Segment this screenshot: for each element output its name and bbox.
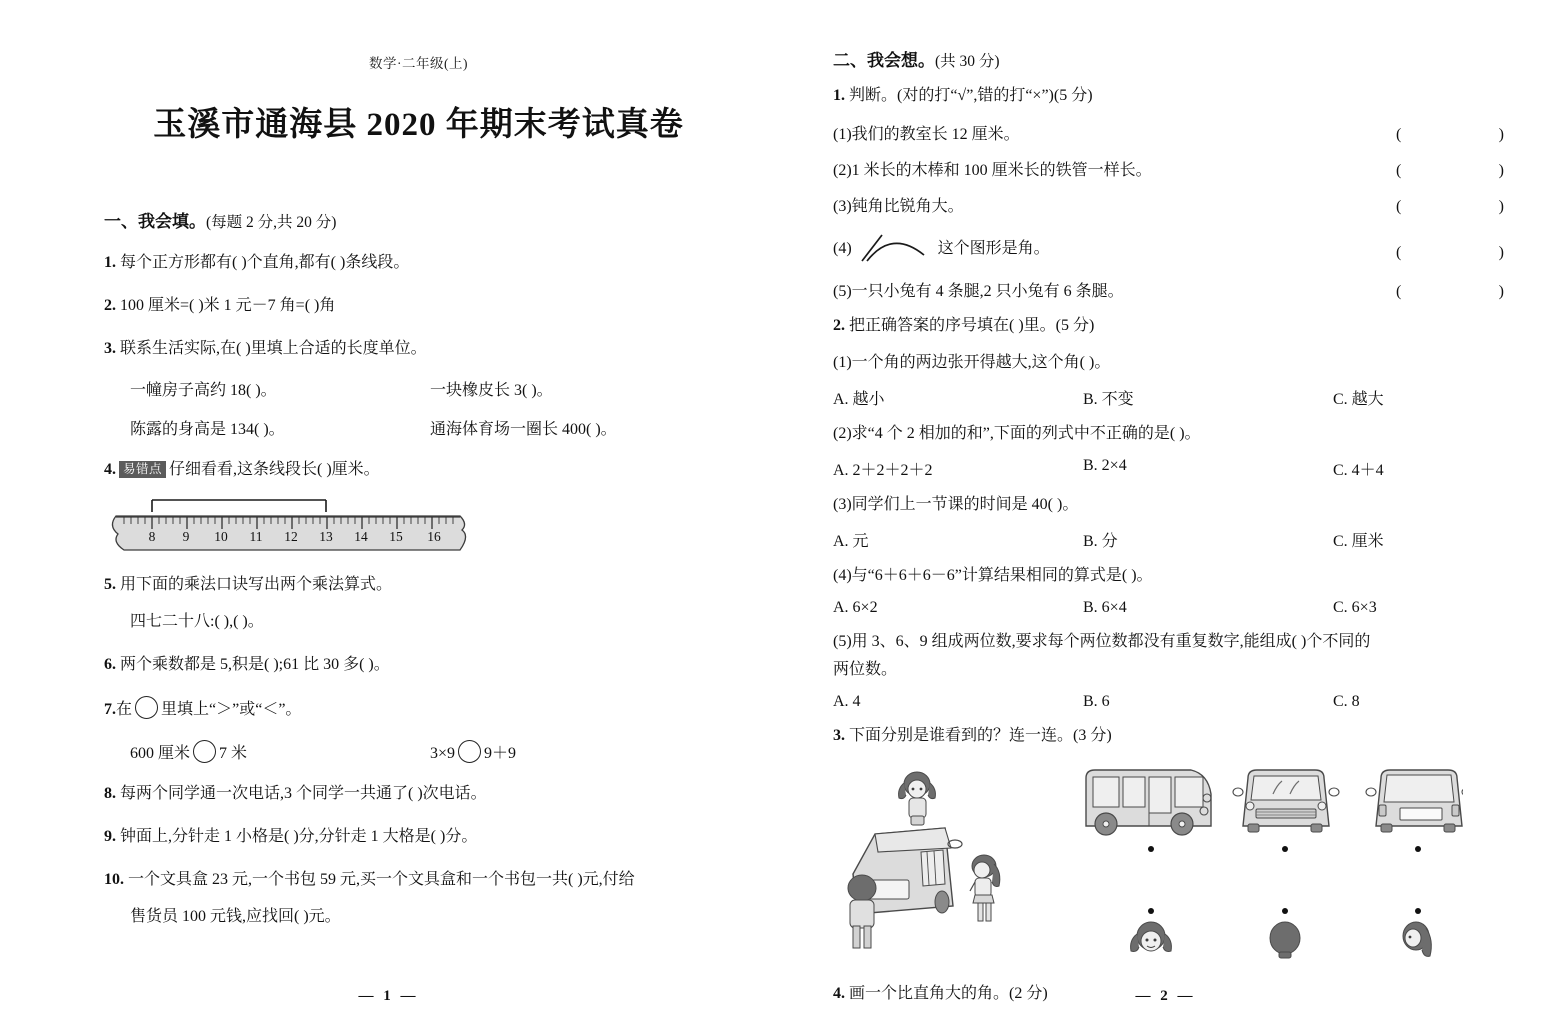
judge-item-2	[833, 157, 1508, 180]
judge-item-2-answer-slot[interactable]	[1396, 162, 1508, 180]
mc-item-5-stem	[833, 630, 1508, 654]
compare-right-circle-icon	[458, 740, 481, 763]
question-3	[104, 337, 733, 361]
question-7-text-after: 里填上“＞”或“＜”。	[161, 701, 302, 718]
section-two-points: (共 30 分)	[935, 53, 1000, 70]
ruler-label-3: 11	[249, 529, 263, 544]
question-6-text: 两个乘数都是 5,积是( );61 比 30 多( )。	[120, 656, 390, 673]
mc-item-3-choice-a[interactable]: A. 元	[833, 533, 869, 550]
mc-item-2-choices	[833, 457, 1508, 480]
question-4-number: 4.	[104, 461, 116, 478]
question-7	[104, 696, 733, 722]
boy-back-of-head	[1270, 908, 1300, 958]
judge-item-3-answer-slot[interactable]	[1396, 198, 1508, 216]
mc-item-3-stem	[833, 493, 1508, 517]
ruler-label-5: 13	[319, 529, 333, 544]
compare-right-operand-a: 3×9	[430, 745, 456, 762]
mc-item-3-label: (3)	[833, 496, 852, 513]
right-question-4-text: 画一个比直角大的角。(2 分)	[849, 985, 1048, 1002]
question-10-line-2: 售货员 100 元钱,应找回( )元。	[130, 908, 341, 925]
judge-item-5-label: (5)	[833, 283, 852, 300]
ruler-label-4: 12	[284, 529, 298, 544]
girl-beside-van	[970, 855, 1000, 921]
ruler-label-6: 14	[354, 529, 368, 544]
mc-item-3-choices	[833, 528, 1508, 551]
paren-open: (	[1396, 162, 1402, 179]
mc-item-5-choices	[833, 693, 1508, 711]
connect-dot-view-3[interactable]	[1415, 846, 1421, 852]
right-question-4-number: 4.	[833, 985, 845, 1002]
right-question-3	[833, 724, 1508, 748]
error-prone-badge: 易错点	[119, 461, 166, 478]
mc-item-1-choice-b[interactable]: B. 不变	[1083, 391, 1134, 408]
question-3-row-1	[104, 377, 733, 400]
mc-item-3-choice-c[interactable]: C. 厘米	[1333, 533, 1384, 550]
question-9-text: 钟面上,分针走 1 小格是( )分,分针走 1 大格是( )分。	[120, 828, 478, 845]
circle-slot-icon	[135, 696, 158, 719]
judge-item-4-text-wrap	[833, 232, 1396, 262]
bus-side-view	[1086, 770, 1211, 852]
judge-item-4-answer-slot[interactable]	[1396, 244, 1508, 262]
paren-open: (	[1396, 126, 1402, 143]
question-7-number: 7.	[104, 701, 116, 718]
mc-item-1-choices	[833, 386, 1508, 409]
mc-item-2-choice-b[interactable]: B. 2×4	[1083, 457, 1127, 474]
question-3-row-2	[104, 416, 733, 439]
section-one-title: 一、我会填。	[104, 212, 206, 231]
right-question-2-text: 把正确答案的序号填在( )里。(5 分)	[849, 317, 1095, 334]
mc-item-1-stem	[833, 351, 1508, 375]
question-7-text-before: 在	[116, 701, 133, 718]
question-3-row-1-right: 一块橡皮长 3( )。	[430, 382, 553, 399]
question-3-row-2-right: 通海体育场一圈长 400( )。	[430, 421, 617, 438]
question-3-number: 3.	[104, 340, 116, 357]
girl-side-profile	[1403, 908, 1431, 956]
ruler-figure	[104, 494, 484, 560]
ruler-label-1: 9	[182, 529, 190, 544]
van-front-view	[1233, 770, 1339, 852]
ruler-label-7: 15	[389, 529, 403, 544]
right-question-1	[833, 84, 1508, 108]
judge-item-1-label: (1)	[833, 126, 852, 143]
van-rear-view	[1366, 770, 1463, 852]
right-question-3-text: 下面分别是谁看到的？连一连。(3 分)	[849, 727, 1112, 744]
judge-item-3-text-wrap	[833, 193, 1396, 216]
judge-item-1	[833, 121, 1508, 144]
judge-item-5-text: 一只小兔有 4 条腿,2 只小兔有 6 条腿。	[851, 283, 1124, 300]
section-one-points: (每题 2 分,共 20 分)	[206, 214, 337, 231]
measure-bracket	[152, 500, 326, 512]
question-1-text: 每个正方形都有( )个直角,都有( )条线段。	[120, 254, 410, 271]
judge-item-5-text-wrap	[833, 278, 1396, 301]
mc-item-3-choice-b[interactable]: B. 分	[1083, 533, 1118, 550]
mc-item-1-stem-text: 一个角的两边张开得越大,这个角( )。	[851, 354, 1111, 371]
question-8-number: 8.	[104, 785, 116, 802]
mc-item-4-label: (4)	[833, 567, 852, 584]
mc-item-1-choice-a[interactable]: A. 越小	[833, 391, 885, 408]
angle-straight-side	[862, 235, 882, 261]
question-4	[104, 458, 733, 482]
angle-curved-side	[867, 243, 924, 261]
judge-item-1-answer-slot[interactable]	[1396, 126, 1508, 144]
question-8	[104, 782, 733, 806]
girl-pigtails-face	[1131, 908, 1172, 952]
mc-item-2-label: (2)	[833, 425, 852, 442]
question-10-number: 10.	[104, 871, 124, 888]
mc-item-1-label: (1)	[833, 354, 852, 371]
question-10-line-1: 一个文具盒 23 元,一个书包 59 元,买一个文具盒和一个书包一共( )元,付给	[128, 871, 635, 888]
match-views-illustration	[833, 756, 1508, 968]
right-question-2-number: 2.	[833, 317, 845, 334]
judge-item-1-text-wrap	[833, 121, 1396, 144]
question-3-row-1-left: 一幢房子高约 18( )。	[130, 382, 277, 399]
compare-left-operand-b: 7 米	[219, 745, 248, 762]
paren-open: (	[1396, 198, 1402, 215]
connect-dot-face-1[interactable]	[1148, 908, 1154, 914]
mc-item-4-choice-b[interactable]: B. 6×4	[1083, 599, 1127, 616]
mc-item-5-choice-b[interactable]: B. 6	[1083, 693, 1110, 710]
mc-item-3-stem-text: 同学们上一节课的时间是 40( )。	[851, 496, 1079, 513]
question-7-compare-left	[130, 740, 430, 763]
paren-close: )	[1498, 162, 1504, 179]
girl-on-roof	[899, 772, 936, 825]
judge-item-2-text: 1 米长的木棒和 100 厘米长的铁管一样长。	[851, 162, 1152, 179]
question-9-number: 9.	[104, 828, 116, 845]
question-2	[104, 294, 733, 318]
running-head: 数学·二年级(上)	[369, 56, 468, 71]
mc-item-4-choice-a[interactable]: A. 6×2	[833, 599, 878, 616]
judge-item-2-text-wrap	[833, 157, 1396, 180]
mc-item-5-choice-c[interactable]: C. 8	[1333, 693, 1360, 710]
question-3-row-2-left: 陈露的身高是 134( )。	[130, 421, 285, 438]
mc-item-4-choices	[833, 599, 1508, 617]
right-question-2	[833, 314, 1508, 338]
question-1	[104, 251, 733, 275]
section-two-heading	[833, 46, 1508, 71]
paren-close: )	[1498, 283, 1504, 300]
question-9	[104, 825, 733, 849]
question-1-number: 1.	[104, 254, 116, 271]
connect-dot-view-1[interactable]	[1148, 846, 1154, 852]
ruler-figure-wrap	[104, 494, 733, 560]
mc-item-5-label: (5)	[833, 633, 852, 650]
right-page-column	[777, 0, 1554, 1021]
mc-item-5-stem-text: 用 3、6、9 组成两位数,要求每个两位数都没有重复数字,能组成( )个不同的	[851, 633, 1371, 650]
question-7-compare-row	[104, 740, 733, 763]
van-and-children-scene	[848, 772, 1000, 948]
judge-item-5-answer-slot[interactable]	[1396, 283, 1508, 301]
mc-item-5-choice-a[interactable]: A. 4	[833, 693, 861, 710]
judge-item-4-label: (4)	[833, 240, 852, 257]
paren-close: )	[1498, 198, 1504, 215]
judge-item-2-label: (2)	[833, 162, 852, 179]
mc-item-5-stem-line2: 两位数。	[833, 661, 898, 678]
question-8-text: 每两个同学通一次电话,3 个同学一共通了( )次电话。	[120, 785, 487, 802]
question-6-number: 6.	[104, 656, 116, 673]
paren-open: (	[1396, 244, 1402, 261]
connect-dot-face-3[interactable]	[1415, 908, 1421, 914]
mc-item-2-stem	[833, 422, 1508, 446]
question-5-answer-line: 四七二十八:( ),( )。	[130, 613, 264, 630]
mc-item-2-stem-text: 求“4 个 2 相加的和”,下面的列式中不正确的是( )。	[851, 425, 1201, 442]
judge-item-3-label: (3)	[833, 198, 852, 215]
right-page-number: — 2 —	[1135, 988, 1196, 1004]
question-5	[104, 573, 733, 597]
question-2-text: 100 厘米=( )米 1 元－7 角=( )角	[120, 297, 336, 314]
ruler-label-8: 16	[427, 529, 441, 544]
judge-item-3-text: 钝角比锐角大。	[851, 198, 964, 215]
mc-item-2-choice-c[interactable]: C. 4＋4	[1333, 462, 1384, 479]
ruler-label-0: 8	[148, 529, 156, 544]
judge-item-5	[833, 278, 1508, 301]
illustration-svg	[833, 756, 1463, 968]
compare-left-operand-a: 600 厘米	[130, 745, 191, 762]
paren-open: (	[1396, 283, 1402, 300]
question-10	[104, 868, 733, 892]
judge-item-4-text: 这个图形是角。	[937, 240, 1050, 257]
mc-item-4-stem	[833, 564, 1508, 588]
compare-left-circle-icon	[193, 740, 216, 763]
ruler-label-2: 10	[214, 529, 228, 544]
compare-right-operand-b: 9＋9	[484, 745, 517, 762]
question-2-number: 2.	[104, 297, 116, 314]
question-5-text: 用下面的乘法口诀写出两个乘法算式。	[120, 576, 393, 593]
paren-close: )	[1498, 244, 1504, 261]
mc-item-4-choice-c[interactable]: C. 6×3	[1333, 599, 1377, 616]
mc-item-4-stem-text: 与“6＋6＋6－6”计算结果相同的算式是( )。	[851, 567, 1153, 584]
judge-item-1-text: 我们的教室长 12 厘米。	[851, 126, 1020, 143]
boy-behind-van	[848, 875, 876, 948]
left-page-number: — 1 —	[358, 988, 419, 1004]
right-question-3-number: 3.	[833, 727, 845, 744]
judge-item-4	[833, 232, 1508, 262]
connect-dot-view-2[interactable]	[1282, 846, 1288, 852]
connect-dot-face-2[interactable]	[1282, 908, 1288, 914]
paren-close: )	[1498, 126, 1504, 143]
right-question-1-text: 判断。(对的打“√”,错的打“×”)(5 分)	[849, 87, 1093, 104]
judge-item-3	[833, 193, 1508, 216]
page-title: 玉溪市通海县 2020 年期末考试真卷	[153, 107, 684, 143]
section-two-title: 二、我会想。	[833, 51, 935, 70]
right-question-1-number: 1.	[833, 87, 845, 104]
question-7-compare-right	[430, 740, 516, 763]
section-one-heading	[104, 207, 733, 232]
question-3-text: 联系生活实际,在( )里填上合适的长度单位。	[120, 340, 427, 357]
question-6	[104, 653, 733, 677]
question-5-number: 5.	[104, 576, 116, 593]
angle-arc-figure-icon	[856, 232, 934, 262]
question-4-text: 仔细看看,这条线段长( )厘米。	[169, 461, 380, 478]
mc-item-1-choice-c[interactable]: C. 越大	[1333, 391, 1384, 408]
mc-item-2-choice-a[interactable]: A. 2＋2＋2＋2	[833, 462, 933, 479]
